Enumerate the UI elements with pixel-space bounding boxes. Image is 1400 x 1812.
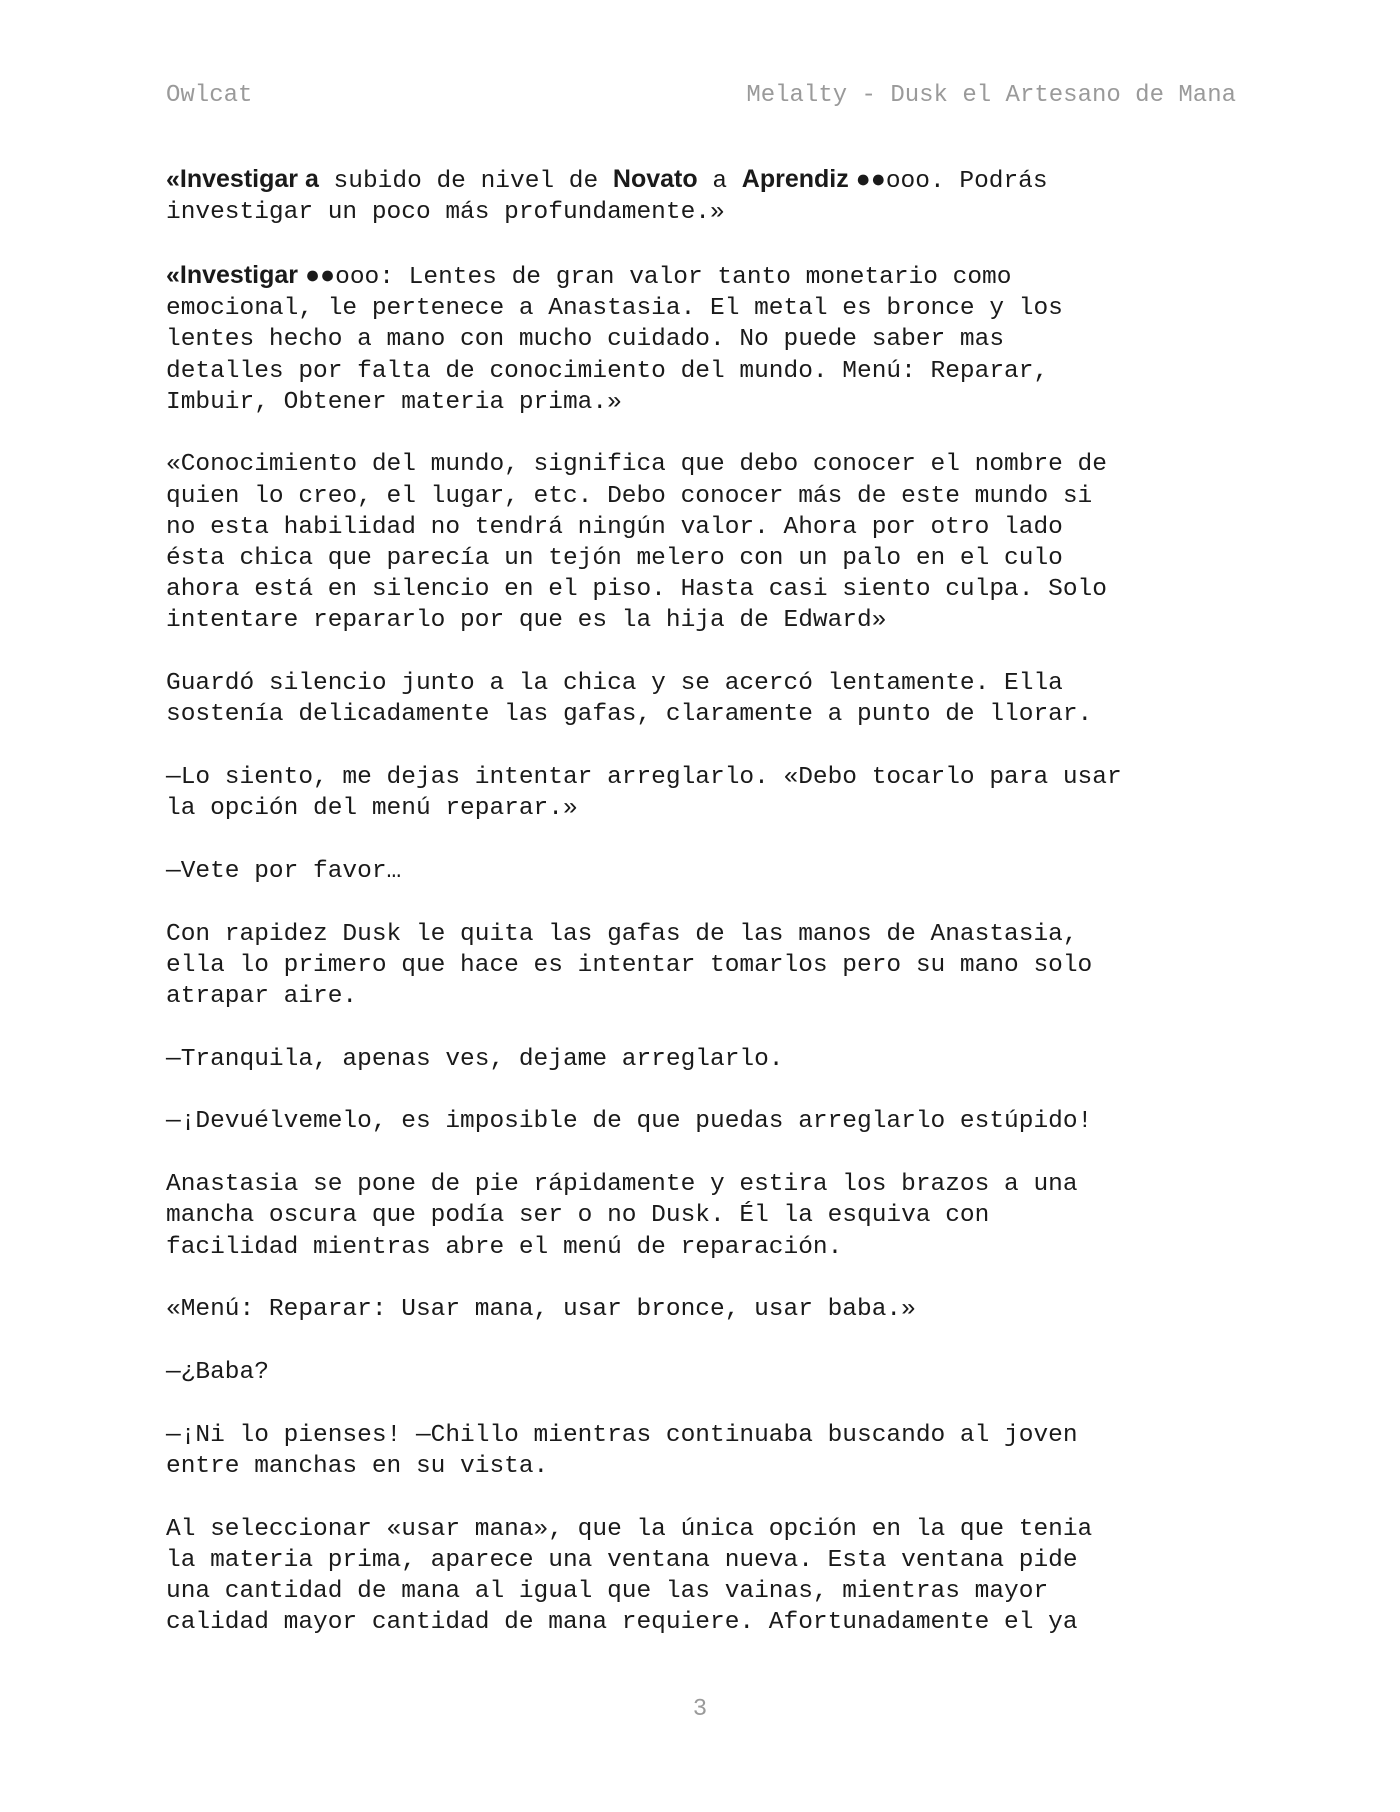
text-line <box>166 1576 1246 1607</box>
text-run: calidad mayor cantidad de mana requiere. Afortunadamente el ya <box>166 1609 1078 1637</box>
text-line <box>166 387 1246 418</box>
bold-text-run: «Investigar ●● <box>166 260 336 289</box>
text-run: —¡Ni lo pienses! —Chillo mientras continuaba buscando al joven <box>166 1421 1078 1449</box>
paragraph <box>166 1044 1246 1075</box>
paragraph <box>166 1420 1246 1482</box>
text-line <box>166 1044 1246 1075</box>
text-line <box>166 793 1246 824</box>
text-line <box>166 981 1246 1012</box>
text-run: una cantidad de mana al igual que las vainas, mientras mayor <box>166 1578 1049 1605</box>
text-run: quien lo creo, el lugar, etc. Debo conocer más de este mundo si <box>166 482 1093 510</box>
text-line <box>166 699 1246 730</box>
text-line <box>166 1169 1246 1200</box>
text-run: sostenía delicadamente las gafas, claramente a punto de llorar. <box>166 701 1093 729</box>
text-run: Con rapidez Dusk le quita las gafas de las manos de Anastasia, <box>166 920 1078 948</box>
text-run: emocional, le pertenece a Anastasia. El metal es bronce y los <box>166 295 1063 323</box>
text-run: ooo: Lentes de gran valor tanto monetario como <box>335 263 1012 291</box>
paragraph <box>166 762 1246 824</box>
text-line <box>166 543 1246 574</box>
header-author: Owlcat <box>166 82 253 109</box>
paragraph <box>166 164 1246 228</box>
text-run: —Lo siento, me dejas intentar arreglarlo. «Debo tocarlo para usar <box>166 764 1122 792</box>
text-line <box>166 1232 1246 1263</box>
paragraph <box>166 260 1246 418</box>
text-line <box>166 1514 1246 1545</box>
text-line <box>166 668 1246 699</box>
text-line <box>166 164 1246 197</box>
text-line <box>166 1451 1246 1482</box>
body-text <box>166 164 1246 1670</box>
paragraph <box>166 1169 1246 1263</box>
paragraph <box>166 668 1246 730</box>
text-run: facilidad mientras abre el menú de reparación. <box>166 1233 843 1261</box>
text-line <box>166 1200 1246 1231</box>
text-line <box>166 1420 1246 1451</box>
text-line <box>166 260 1246 293</box>
text-line <box>166 1607 1246 1638</box>
text-run: —¿Baba? <box>166 1358 269 1386</box>
text-run: intentare repararlo por que es la hija de Edward» <box>166 607 887 635</box>
text-run: —Vete por favor… <box>166 857 402 885</box>
paragraph <box>166 856 1246 887</box>
text-run: Guardó silencio junto a la chica y se acercó lentamente. Ella <box>166 670 1063 698</box>
text-run: Anastasia se pone de pie rápidamente y estira los brazos a una <box>166 1171 1078 1199</box>
text-line <box>166 449 1246 480</box>
text-run: Al seleccionar «usar mana», que la única opción en la que tenia <box>166 1515 1093 1543</box>
text-run: mancha oscura que podía ser o no Dusk. Él la esquiva con <box>166 1202 990 1230</box>
header-title: Melalty - Dusk el Artesano de Mana <box>746 82 1236 109</box>
text-line <box>166 605 1246 636</box>
text-run: ella lo primero que hace es intentar tomarlos pero su mano solo <box>166 951 1093 979</box>
text-line <box>166 762 1246 793</box>
text-line <box>166 481 1246 512</box>
paragraph <box>166 919 1246 1013</box>
text-run: ahora está en silencio en el piso. Hasta casi siento culpa. Solo <box>166 576 1107 604</box>
text-run: «Conocimiento del mundo, significa que debo conocer el nombre de <box>166 451 1107 479</box>
paragraph <box>166 449 1246 636</box>
text-run: —¡Devuélvemelo, es imposible de que puedas arreglarlo estúpido! <box>166 1108 1093 1136</box>
text-run: Imbuir, Obtener materia prima.» <box>166 388 622 416</box>
text-run: entre manchas en su vista. <box>166 1452 549 1480</box>
text-line <box>166 512 1246 543</box>
text-line <box>166 950 1246 981</box>
text-line <box>166 293 1246 324</box>
text-line <box>166 1106 1246 1137</box>
paragraph <box>166 1294 1246 1325</box>
text-run: la materia prima, aparece una ventana nueva. Esta ventana pide <box>166 1546 1078 1574</box>
paragraph <box>166 1514 1246 1639</box>
text-run: «Menú: Reparar: Usar mana, usar bronce, usar baba.» <box>166 1296 916 1324</box>
text-run: la opción del menú reparar.» <box>166 795 578 823</box>
bold-text-run: «Investigar a <box>166 165 319 193</box>
text-line <box>166 856 1246 887</box>
text-line <box>166 324 1246 355</box>
text-run: —Tranquila, apenas ves, dejame arreglarlo. <box>166 1045 784 1073</box>
text-line <box>166 1545 1246 1576</box>
text-run: no esta habilidad no tendrá ningún valor. Ahora por otro lado <box>166 513 1063 541</box>
text-run: ooo. Podrás <box>885 168 1048 195</box>
text-run: a <box>697 168 742 195</box>
text-line <box>166 197 1246 228</box>
running-header <box>166 80 1236 112</box>
text-run: atrapar aire. <box>166 983 358 1011</box>
text-line <box>166 919 1246 950</box>
text-run: subido de nivel de <box>318 168 613 195</box>
page-number: 3 <box>692 1696 708 1723</box>
text-run: investigar un poco más profundamente.» <box>166 199 725 227</box>
text-line <box>166 1357 1246 1388</box>
text-run: ésta chica que parecía un tejón melero con un palo en el culo <box>166 545 1063 573</box>
bold-text-run: Novato <box>612 165 698 193</box>
paragraph <box>166 1357 1246 1388</box>
text-run: lentes hecho a mano con mucho cuidado. No puede saber mas <box>166 326 1005 354</box>
text-line <box>166 356 1246 387</box>
text-run: detalles por falta de conocimiento del mundo. Menú: Reparar, <box>166 357 1049 385</box>
paragraph <box>166 1106 1246 1137</box>
bold-text-run: Aprendiz ●● <box>741 165 886 193</box>
text-line <box>166 574 1246 605</box>
text-line <box>166 1294 1246 1325</box>
